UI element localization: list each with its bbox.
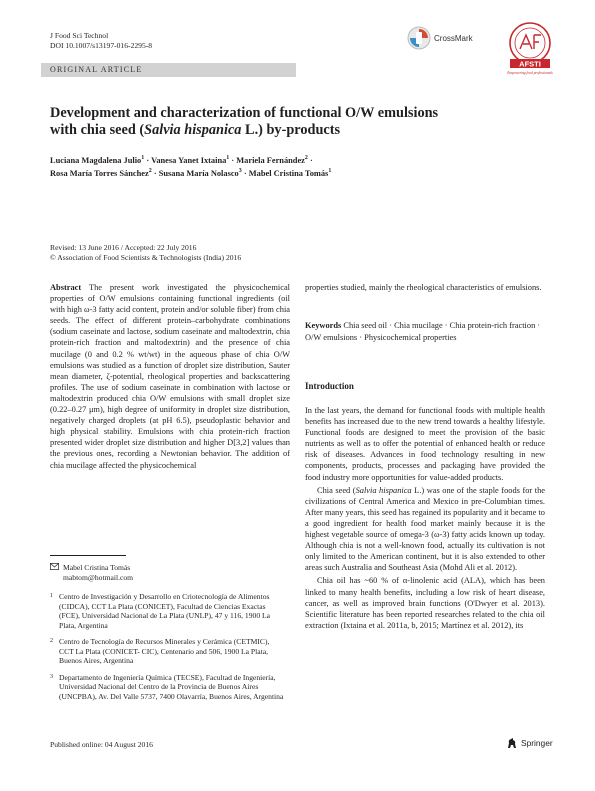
- keywords-label: Keywords: [305, 321, 342, 330]
- section-banner: ORIGINAL ARTICLE: [41, 63, 296, 77]
- copyright: © Association of Food Scientists & Technologists (India) 2016: [50, 253, 242, 262]
- author-name[interactable]: Luciana Magdalena Julio$^1$: [50, 155, 145, 165]
- title-line-2: with chia seed (Salvia hispanica L.) by-products: [50, 122, 341, 138]
- published-online: Published online: 04 August 2016: [50, 740, 153, 749]
- crossmark-badge[interactable]: [407, 25, 507, 51]
- afsti-logo: [506, 21, 554, 77]
- springer-logo: [506, 737, 553, 749]
- author-name[interactable]: Rosa María Torres Sánchez$^2$: [50, 167, 152, 178]
- svg-text:AFSTI: AFSTI: [519, 59, 541, 69]
- affiliation: 2 Centro de Tecnología de Recursos Minerales y Cerámica (CETMIC), CCT La Plata (CONICET- CIC), Centenario and 506, 1900 La Plata, Buenos Aires, Argentina: [50, 637, 270, 665]
- doi: DOI 10.1007/s13197-016-2295-8: [50, 41, 153, 50]
- author-line-2: Rosa María Torres Sánchez$^2$ · Susana María Nolasco$^3$ · Mabel Cristina Tomás$^1$: [50, 167, 332, 178]
- svg-text:Empowering food professionals: Empowering food professionals: [507, 71, 553, 75]
- dates: Revised: 13 June 2016 / Accepted: 22 July 2016: [50, 243, 197, 252]
- envelope-icon: [50, 563, 59, 582]
- crossmark-icon: [407, 26, 431, 50]
- intro-paragraph-3: Chia oil has ~60 % of α-linolenic acid (ALA), which has been linked to many health benefits, including a low risk of heart disease, cancer, as well as improved brain functions (O'Dwyer et al. 2013). Scientific literature has been reported researches related to the chia oil extraction (Ixtaina et al. 2011a, b, 2015; Martínez et al. 2012), its: [305, 576, 545, 630]
- abstract-continued: properties studied, mainly the rheological characteristics of emulsions.: [305, 283, 542, 292]
- title-line-1: Development and characterization of functional O/W emulsions: [50, 105, 439, 121]
- corresponding-email[interactable]: mabtom@hotmail.com: [63, 572, 134, 582]
- crossmark-label: CrossMark: [434, 33, 473, 43]
- introduction-heading: Introduction: [305, 381, 354, 391]
- corresponding-author: Mabel Cristina Tomás: [63, 563, 131, 572]
- author-line-1: Luciana Magdalena Julio$^1$ · Vanesa Yanet Ixtaina$^1$ · Mariela Fernández$^2$ ·: [50, 155, 313, 165]
- abstract-label: Abstract: [50, 283, 82, 292]
- abstract: [50, 282, 290, 471]
- introduction-body: [305, 405, 545, 633]
- author-name[interactable]: Susana María Nolasco$^3$: [158, 167, 242, 178]
- author-name[interactable]: Vanesa Yanet Ixtaina$^1$: [151, 155, 230, 165]
- springer-horse-icon: [506, 737, 518, 749]
- correspondence: [50, 563, 290, 701]
- abstract-text: The present work investigated the physicochemical properties of O/W emulsions containing functional ingredients (oil with high ω-3 fatty acid content, protein and/or soluble fiber) from chia seeds. The effect of different protein–carbohydrate combinations (sodium caseinate and lactose, sodium caseinate and maltodextrin, chia protein-rich fraction and maltodextrin) and the presence of chia mucilage (0 and 0.2 % wt/wt) in the aqueous phase of chia O/W emulsions was studied as a function of droplet size distribution, Sauter mean diameter, ζ-potential, rheological properties and backscattering profiles. The use of sodium caseinate in combination with lactose or maltodextrin produced chia O/W emulsions with small droplet size (0.22–0.27 μm), high degree of uniformity in droplet size distribution, negatively charged droplets (at pH 6.5), pseudoplastic behavior and high physical stability. Emulsions with chia protein-rich fraction presented wider droplet size distribution and higher D[3,2] values than the previous ones, recording a Newtonian behavior. The addition of chia mucilage affected the physicochemical: [50, 283, 290, 470]
- affiliation: 3 Departamento de Ingeniería Química (TECSE), Facultad de Ingeniería, Universidad Nacional del Centro de la Provincia de Buenos Aires (UNCPBA), Av. Del Valle 5737, 7400 Olavarría, Buenos Aires, Argentina: [50, 672, 284, 701]
- author-list: [50, 155, 550, 180]
- keywords: [305, 320, 545, 343]
- author-name[interactable]: Mabel Cristina Tomás$^1$: [248, 167, 332, 178]
- journal-name: J Food Sci Technol: [50, 31, 109, 40]
- affiliation: 1 Centro de Investigación y Desarrollo en Criotecnología de Alimentos (CIDCA), CCT La Plata (CONICET), Facultad de Ciencias Exactas (FCE), Universidad Nacional de La Plata (UNLP), 47 y 116, 1900 La Plata, Argentina: [50, 592, 271, 630]
- author-name[interactable]: Mariela Fernández$^2$: [236, 155, 308, 165]
- intro-paragraph-1: In the last years, the demand for functional foods with multiple health benefits has increased due to the new trend towards a healthy lifestyle. Functional foods are designed to meet the provision of the basic nutrients as well as to offer the potential of enhanced health or reduce risk of diseases. Advances in food technology resulting in new components, products, processes and packaging have provided the food industry more opportunities for value-added products.: [305, 406, 545, 482]
- intro-paragraph-2: Chia seed (Salvia hispanica L.) was one of the staple foods for the civilizations of Central America and Mexico in pre-Columbian times. After many years, this seed has regained its popularity and it became to a good ingredient for health food market mainly because it is the highest vegetable source of omega-3 (ω-3) fatty acids known up today. Although chia is not a well-known food, actually its cultivation is not only limited to the American continent, but it is also extended to other areas such Australia and Southeast Asia (Mohd Ali et al. 2012).: [305, 485, 545, 573]
- keywords-text: Chia seed oil · Chia mucilage · Chia protein-rich fraction · O/W emulsions · Physicochemical properties: [305, 321, 541, 342]
- springer-label: Springer: [521, 738, 553, 748]
- footnote-rule: [50, 555, 126, 556]
- article-title: [50, 105, 550, 139]
